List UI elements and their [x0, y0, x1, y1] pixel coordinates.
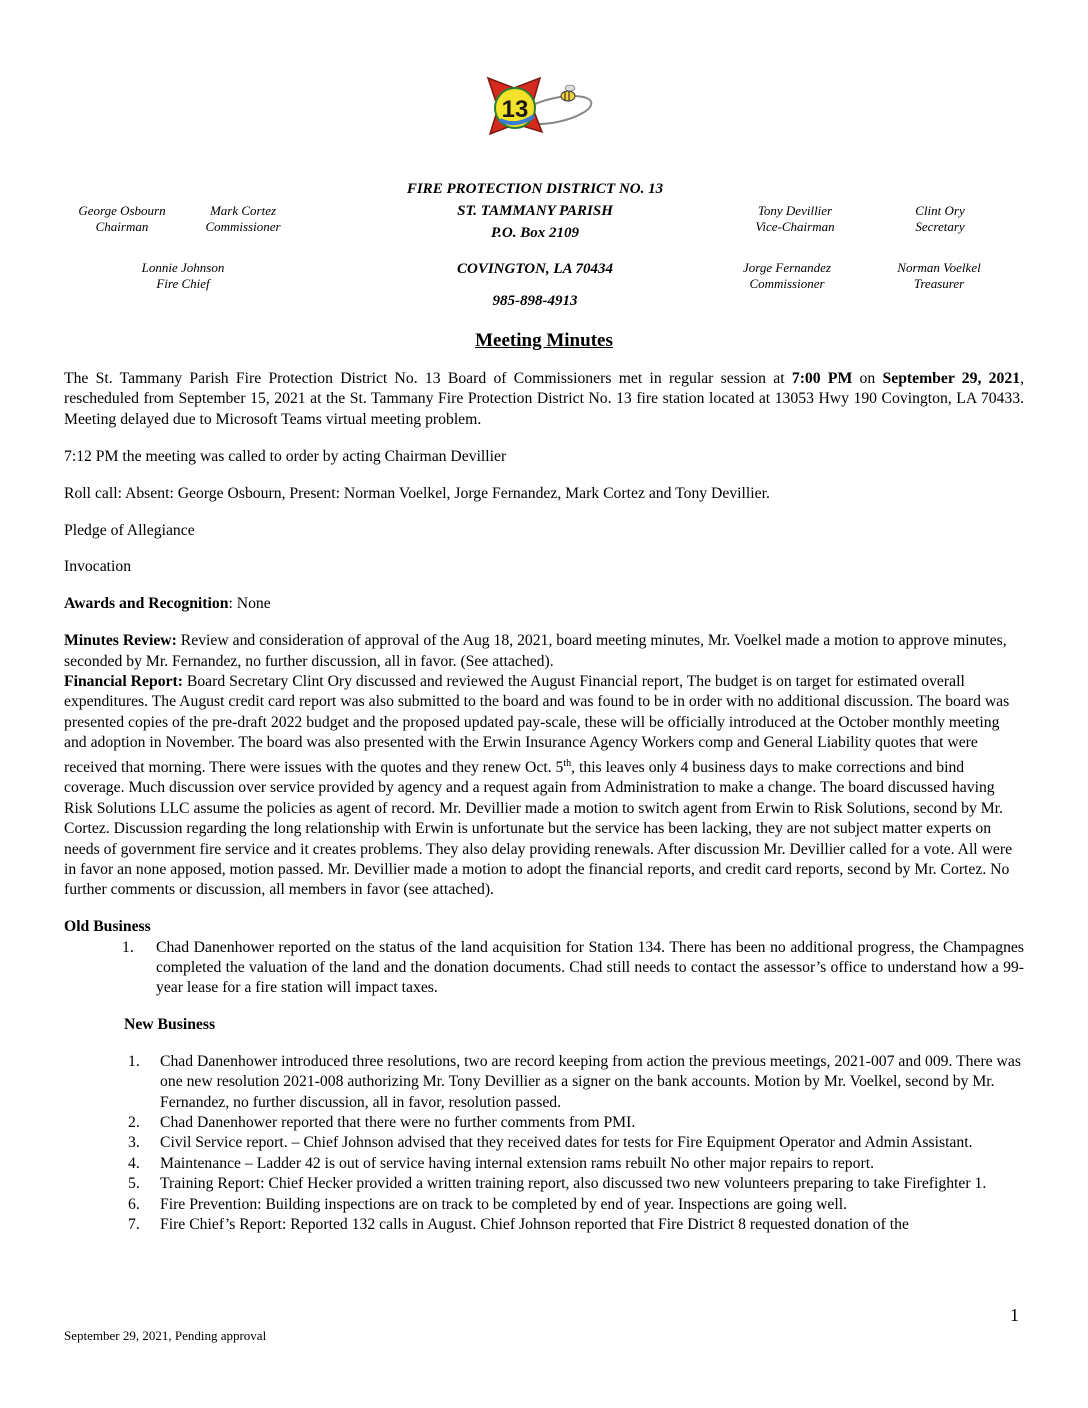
invocation: Invocation	[64, 558, 132, 576]
item-text: Training Report: Chief Hecker provided a written training report, also discussed two new volunteers preparing to take Firefighter 1.	[160, 1175, 987, 1193]
page-number: 1	[1010, 1305, 1019, 1325]
officer-tony-devillier	[725, 203, 865, 235]
list-item	[128, 1215, 1024, 1235]
officer-name: Tony Devillier	[757, 203, 833, 218]
intro-paragraph	[64, 369, 1024, 430]
org-phone: 985-898-4913	[492, 293, 578, 309]
intro-text: The St. Tammany Parish Fire Protection District No. 13 Board of Commissioners met in regular session at	[64, 370, 792, 387]
item-number: 3.	[128, 1134, 140, 1152]
intro-text: , rescheduled from September 15, 2021 at the St. Tammany Fire Protection District No. 13 fire station located at 13053 Hwy 190 Covington, LA 70433. Meeting delayed due to Microsoft Teams virtual meeting problem.	[64, 370, 1024, 428]
officer-title: Vice-Chairman	[755, 219, 835, 234]
fire-district-13-logo	[470, 70, 594, 162]
list-item	[128, 1113, 1024, 1133]
section-text: : None	[228, 595, 271, 613]
section-label: Awards and Recognition	[64, 595, 229, 613]
list-item	[128, 1133, 1024, 1153]
officer-name: George Osbourn	[78, 203, 166, 218]
list-item	[124, 938, 1024, 999]
officer-norman-voelkel	[869, 260, 1009, 292]
section-text: , this leaves only 4 business days to make corrections and bind coverage. Much discussion over service provided by agency and a request again from Administration to make a change. The board discussed having Risk Solutions LLC assume the policies as agent of record. Mr. Devillier made a motion to switch agent from Erwin to Risk Solutions, second by Mr. Cortez. Discussion regarding the long relationship with Erwin is unfortunate but the service has been lacking, they are not subject matter experts on needs of government fire service and it creates problems. They also delay providing renewals. After discussion Mr. Devillier called for a vote. All were in favor an none apposed, motion passed. Mr. Devillier made a motion to adopt the financial reports, and credit card reports, second by Mr. Cortez. No further comments or discussion, all members in favor (see attached).	[64, 758, 1013, 899]
item-text: Maintenance – Ladder 42 is out of service having internal extension rams rebuilt No other major repairs to report.	[160, 1154, 874, 1172]
org-po-box: P.O. Box 2109	[490, 225, 580, 241]
awards-recognition	[64, 594, 1024, 614]
minutes-review	[64, 631, 1024, 672]
meeting-date: September 29, 2021	[882, 370, 1021, 387]
officer-name: Norman Voelkel	[897, 260, 981, 275]
item-text: Fire Prevention: Building inspections are on track to be completed by end of year. Inspections are going well.	[160, 1195, 848, 1213]
bee-icon	[561, 85, 575, 101]
list-item	[128, 1052, 1024, 1113]
new-business-list	[128, 1052, 1024, 1236]
section-label: Minutes Review:	[64, 632, 177, 650]
officer-clint-ory	[870, 203, 1010, 235]
intro-text: on	[852, 370, 883, 387]
superscript: th	[563, 757, 572, 769]
org-city: COVINGTON, LA 70434	[457, 261, 613, 277]
list-item	[128, 1174, 1024, 1194]
item-number: 4.	[128, 1154, 140, 1172]
item-number: 6.	[128, 1195, 140, 1213]
item-number: 5.	[128, 1175, 140, 1193]
officer-name: Clint Ory	[915, 203, 965, 218]
officer-title: Chairman	[95, 219, 149, 234]
section-text: Board Secretary Clint Ory discussed and reviewed the August Financial report, The budget is on target for estimated overall expenditures. The August credit card report was also submitted to the board and was found to be in order with no additional discussion. The board was presented copies of the pre-draft 2022 budget and the proposed updated pay-scale, these will be officially introduced at the October monthly meeting and adoption in November. The board was also presented with the Erwin Insurance Agency Workers comp and General Liability quotes that were received that morning. There were issues with the quotes and they renew Oct. 5	[64, 673, 1010, 776]
heading-text: New Business	[124, 1016, 216, 1034]
heading-text: Old Business	[64, 918, 151, 936]
footer-status: September 29, 2021, Pending approval	[64, 1328, 267, 1343]
list-item	[128, 1154, 1024, 1174]
item-text: Chad Danenhower reported that there were no further comments from PMI.	[160, 1114, 636, 1132]
officer-name: Lonnie Johnson	[141, 260, 225, 275]
officer-lonnie-johnson	[113, 260, 253, 292]
officer-name: Mark Cortez	[209, 203, 277, 218]
old-business-list	[124, 938, 1024, 999]
minutes-body	[64, 369, 1024, 1235]
old-business-heading	[64, 917, 1024, 937]
call-to-order: 7:12 PM the meeting was called to order by acting Chairman Devillier	[64, 447, 507, 465]
officer-name: Jorge Fernandez	[743, 260, 831, 275]
officer-mark-cortez	[173, 203, 313, 235]
officer-title: Secretary	[915, 219, 965, 234]
officer-title: Fire Chief	[156, 276, 210, 291]
financial-report	[64, 672, 1024, 901]
officer-jorge-fernandez	[717, 260, 857, 292]
item-number: 7.	[128, 1216, 140, 1234]
list-item	[128, 1195, 1024, 1215]
document-title: Meeting Minutes	[475, 330, 613, 351]
org-parish: ST. TAMMANY PARISH	[457, 203, 613, 219]
org-name: FIRE PROTECTION DISTRICT NO. 13	[406, 181, 664, 197]
officer-george-osbourn	[52, 203, 192, 235]
section-text: Review and consideration of approval of the Aug 18, 2021, board meeting minutes, Mr. Voelkel made a motion to approve minutes, seconded by Mr. Fernandez, no further discussion, all in favor. (See attached).	[64, 632, 1007, 670]
new-business-heading	[124, 1015, 1024, 1035]
pledge: Pledge of Allegiance	[64, 521, 195, 539]
item-number: 1.	[128, 1052, 140, 1070]
item-number: 1.	[122, 938, 134, 956]
officer-title: Commissioner	[749, 276, 825, 291]
roll-call: Roll call: Absent: George Osbourn, Present: Norman Voelkel, Jorge Fernandez, Mark Cortez and Tony Devillier.	[64, 484, 770, 502]
officer-title: Treasurer	[913, 276, 965, 291]
item-text: Chad Danenhower reported on the status of the land acquisition for Station 134. There has been no additional progress, the Champagnes completed the valuation of the land and the donation documents. Chad still needs to contact the assessor’s office to understand how a 99-year lease for a fire station will impact taxes.	[156, 938, 1024, 997]
item-text: Fire Chief’s Report: Reported 132 calls in August. Chief Johnson reported that Fire District 8 requested donation of the	[160, 1216, 909, 1234]
item-text: Civil Service report. – Chief Johnson advised that they received dates for tests for Fire Equipment Operator and Admin Assistant.	[160, 1134, 973, 1152]
officer-title: Commissioner	[205, 219, 281, 234]
item-text: Chad Danenhower introduced three resolutions, two are record keeping from action the previous meetings, 2021-007 and 009. There was one new resolution 2021-008 authorizing Mr. Tony Devillier as a signer on the bank accounts. Motion by Mr. Voelkel, second by Mr. Fernandez, no further discussion, all in favor, resolution passed.	[160, 1052, 1021, 1111]
logo-number: 13	[501, 96, 529, 123]
item-number: 2.	[128, 1114, 140, 1132]
meeting-time: 7:00 PM	[791, 370, 853, 387]
section-label: Financial Report:	[64, 673, 183, 691]
